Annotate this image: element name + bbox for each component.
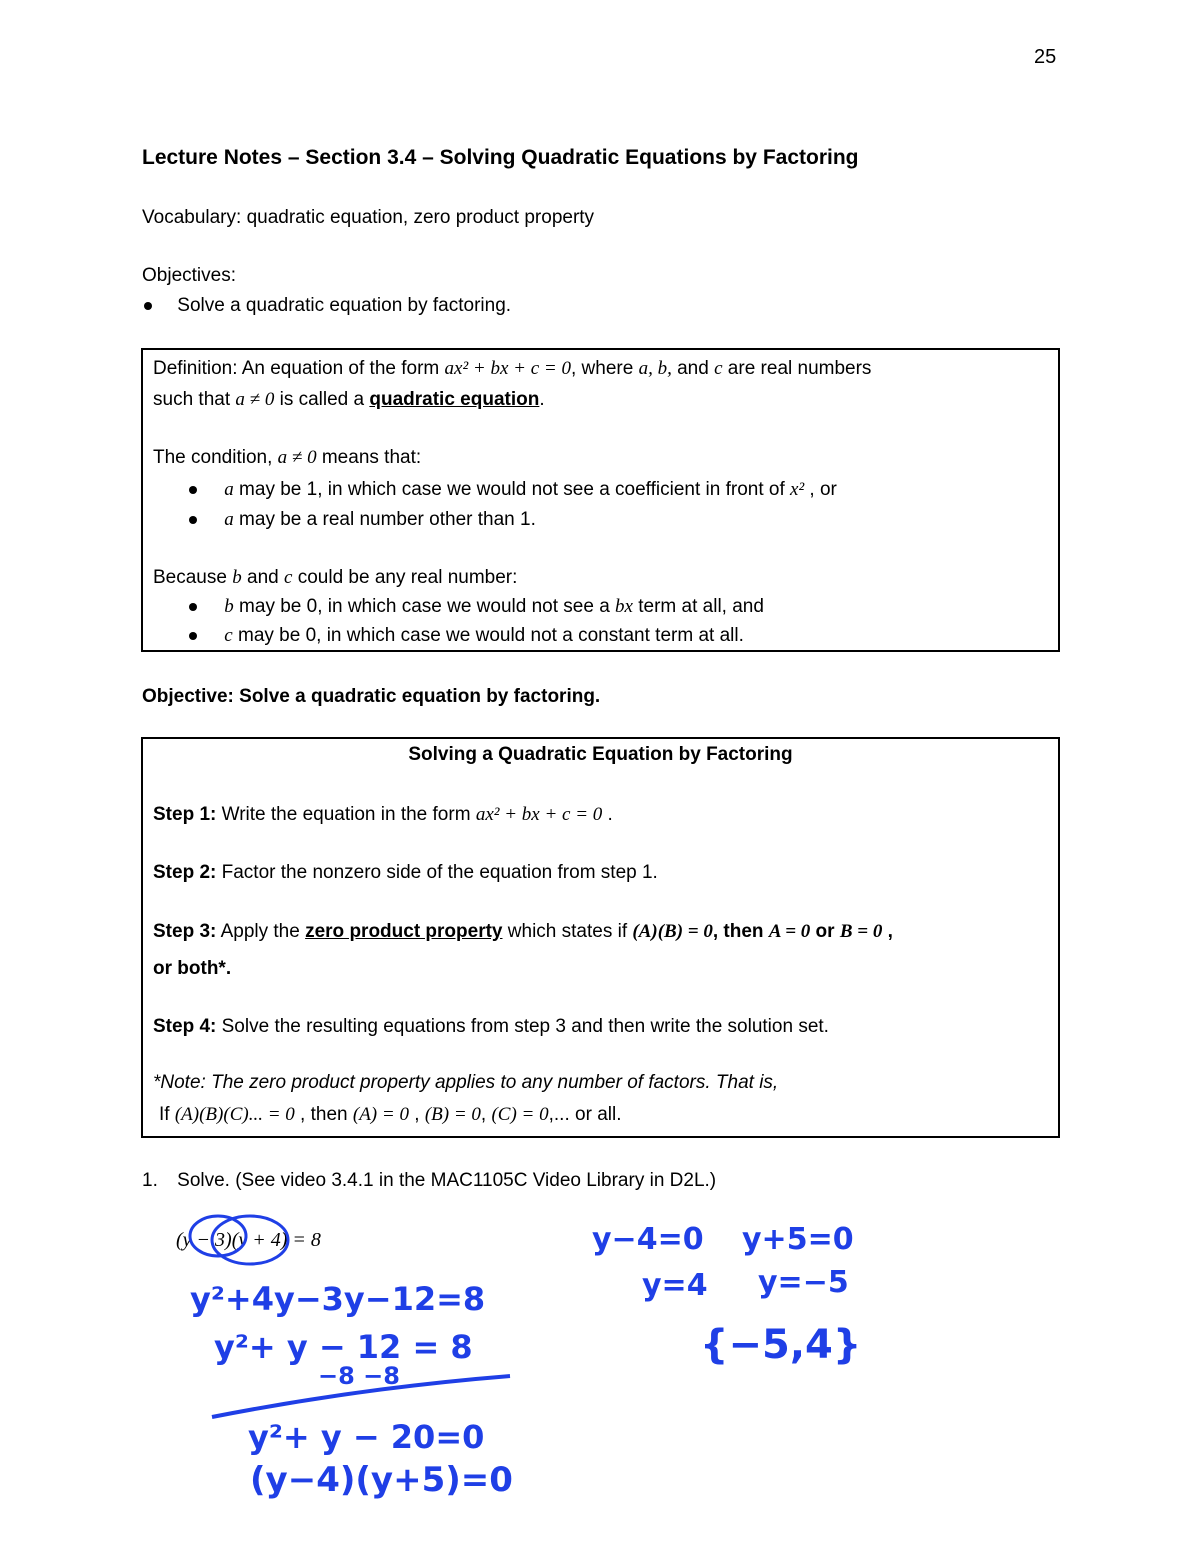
- text: are real numbers: [722, 358, 872, 379]
- term-quadratic-equation: quadratic equation: [369, 389, 540, 410]
- text: may be a real number other than 1.: [233, 509, 536, 530]
- text: and: [671, 358, 715, 379]
- text: The condition,: [153, 447, 278, 468]
- step-label: Step 3:: [153, 921, 217, 942]
- objectives-heading: Objectives:: [142, 265, 236, 286]
- text: is called a: [274, 389, 370, 410]
- step-label: Step 1:: [153, 804, 217, 825]
- objective-item: Solve a quadratic equation by factoring.: [177, 295, 512, 316]
- text: and: [241, 567, 284, 588]
- math: b: [232, 567, 242, 588]
- math: a, b,: [638, 358, 672, 379]
- hand-right-2b: y=−5: [758, 1265, 849, 1300]
- math: c: [284, 567, 293, 588]
- hand-line-2: y²+ y − 12 = 8: [214, 1328, 473, 1366]
- text: ,: [480, 1104, 492, 1125]
- text: could be any real number:: [292, 567, 518, 588]
- problem-number: 1.: [142, 1170, 158, 1191]
- steps-box-title: Solving a Quadratic Equation by Factoring: [408, 744, 793, 765]
- math: x²: [790, 479, 805, 500]
- text: or: [810, 921, 840, 942]
- math: A = 0: [768, 921, 811, 942]
- hand-line-5: (y−4)(y+5)=0: [250, 1460, 513, 1500]
- math: (C) = 0: [491, 1104, 549, 1125]
- circle-stroke: [212, 1216, 288, 1264]
- text: Definition: An equation of the form: [153, 358, 445, 379]
- page-title: Lecture Notes – Section 3.4 – Solving Quadratic Equations by Factoring: [142, 146, 859, 169]
- hand-right-1a: y−4=0: [592, 1222, 704, 1257]
- text: Because: [153, 567, 233, 588]
- circle-stroke: [190, 1216, 246, 1256]
- math: c: [224, 625, 233, 646]
- math: c: [714, 358, 723, 379]
- hand-line-4: y²+ y − 20=0: [248, 1418, 485, 1456]
- math: (A) = 0: [352, 1104, 409, 1125]
- text: .: [539, 389, 545, 410]
- note: *Note: The zero product property applies to any number of factors. That is,: [153, 1072, 779, 1093]
- problem-text: Solve. (See video 3.4.1 in the MAC1105C Video Library in D2L.): [177, 1170, 717, 1191]
- math: bx: [615, 596, 633, 617]
- math: ax² + bx + c = 0: [475, 804, 603, 825]
- text: Solve the resulting equations from step 3 and then write the solution set.: [216, 1016, 829, 1037]
- text: .: [602, 804, 613, 825]
- text: ,: [408, 1104, 425, 1125]
- step-3-line-2: or both*.: [153, 958, 232, 979]
- math: a ≠ 0: [235, 389, 275, 410]
- math: (B) = 0: [424, 1104, 481, 1125]
- text: Write the equation in the form: [216, 804, 476, 825]
- text: may be 0, in which case we would not a constant term at all.: [232, 625, 744, 646]
- math: (A)(B) = 0: [632, 921, 713, 942]
- math: B = 0: [839, 921, 883, 942]
- hand-line-3: −8 −8: [318, 1362, 400, 1390]
- text: , then: [712, 921, 769, 942]
- term-zero-product-property: zero product property: [305, 921, 503, 942]
- math: b: [224, 596, 234, 617]
- math: a ≠ 0: [277, 447, 317, 468]
- text: ,: [882, 921, 893, 942]
- text: may be 1, in which case we would not see a coefficient in front of: [233, 479, 791, 500]
- hand-right-1b: y+5=0: [742, 1222, 854, 1257]
- text: If: [159, 1104, 175, 1125]
- hand-line-1: y²+4y−3y−12=8: [190, 1280, 486, 1318]
- text: Factor the nonzero side of the equation from step 1.: [216, 862, 658, 883]
- step-label: Step 2:: [153, 862, 217, 883]
- math: ax² + bx + c = 0: [444, 358, 571, 379]
- hand-solution-set: {−5,4}: [700, 1322, 862, 1368]
- text: may be 0, in which case we would not see a: [233, 596, 616, 617]
- hand-right-2a: y=4: [642, 1268, 708, 1303]
- vocabulary: Vocabulary: quadratic equation, zero product property: [142, 207, 595, 228]
- text: ,... or all.: [548, 1104, 622, 1125]
- text: which states if: [502, 921, 633, 942]
- page-number: 25: [1034, 46, 1057, 68]
- objective-heading: Objective: Solve a quadratic equation by factoring.: [142, 686, 601, 707]
- text: Apply the: [216, 921, 306, 942]
- math: a: [224, 479, 234, 500]
- problem-equation: (y − 3)(y + 4) = 8: [176, 1229, 321, 1251]
- text: such that: [153, 389, 236, 410]
- text: , then: [294, 1104, 353, 1125]
- math: a: [224, 509, 234, 530]
- step-label: Step 4:: [153, 1016, 217, 1037]
- text: means that:: [316, 447, 422, 468]
- text: term at all, and: [632, 596, 764, 617]
- text: , where: [570, 358, 639, 379]
- math: (A)(B)(C)... = 0: [174, 1104, 295, 1125]
- text: , or: [804, 479, 837, 500]
